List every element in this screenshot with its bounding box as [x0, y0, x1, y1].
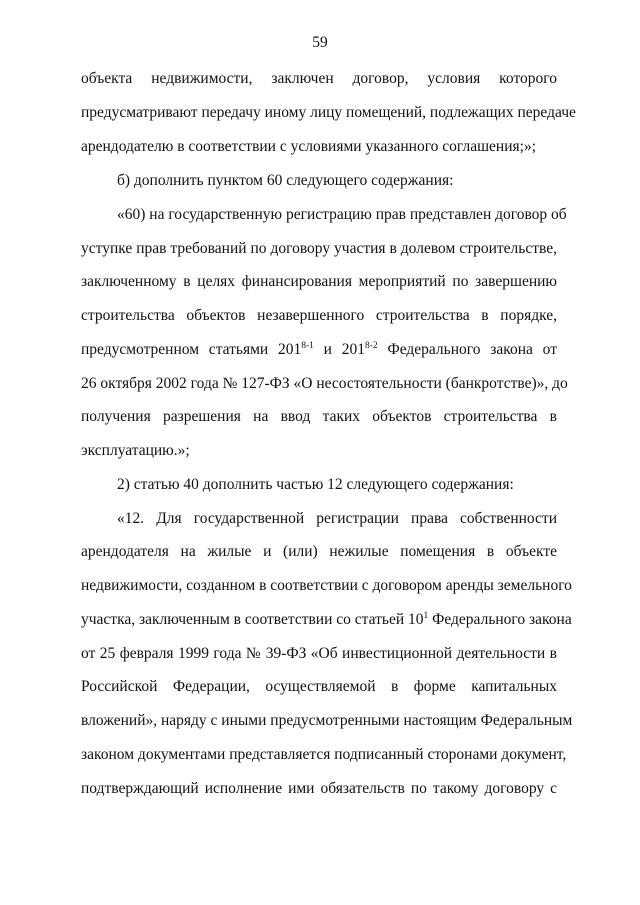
- text-line: недвижимости, созданном в соответствии с договором аренды земельного: [81, 577, 572, 594]
- page-number: 59: [312, 34, 328, 51]
- text-line: предусмотренном статьями 201$^{8-1}$ и 201$^{8-2}$ Федерального закона от: [81, 341, 558, 358]
- text-line: арендодателю в соответствии с условиями указанного соглашения;»;: [81, 138, 537, 155]
- text-line: эксплуатацию.»;: [81, 442, 190, 459]
- text-line: предусматривают передачу иному лицу помещений, подлежащих передаче: [81, 104, 576, 121]
- text-line: заключенному в целях финансирования мероприятий по завершению: [81, 273, 557, 290]
- text-line: объекта недвижимости, заключен договор, условия которого: [81, 70, 557, 87]
- text-line: от 25 февраля 1999 года № 39-ФЗ «Об инвестиционной деятельности в: [81, 645, 557, 662]
- text-line: б) дополнить пунктом 60 следующего содержания:: [117, 172, 454, 189]
- text-line: подтверждающий исполнение ими обязательств по такому договору с: [81, 780, 557, 797]
- text-line: участка, заключенным в соответствии со статьей $10^1$ Федерального закона: [81, 611, 572, 628]
- text-line: получения разрешения на ввод таких объектов строительства в: [81, 408, 557, 425]
- text-line: законом документами представляется подписанный сторонами документ,: [81, 746, 567, 763]
- text-line: уступке прав требований по договору участия в долевом строительстве,: [81, 240, 557, 257]
- text-line: «12. Для государственной регистрации права собственности: [117, 510, 557, 527]
- text-line: вложений», наряду с иными предусмотренными настоящим Федеральным: [81, 712, 573, 729]
- text-line: Российской Федерации, осуществляемой в форме капитальных: [81, 678, 557, 695]
- text-line: строительства объектов незавершенного строительства в порядке,: [81, 307, 557, 324]
- text-line: 26 октября 2002 года № 127-ФЗ «О несостоятельности (банкротстве)», до: [81, 375, 568, 392]
- text-line: арендодателя на жилые и (или) нежилые помещения в объекте: [81, 543, 557, 560]
- text-line: «60) на государственную регистрацию прав представлен договор об: [117, 206, 567, 223]
- text-line: 2) статью 40 дополнить частью 12 следующего содержания:: [117, 476, 514, 493]
